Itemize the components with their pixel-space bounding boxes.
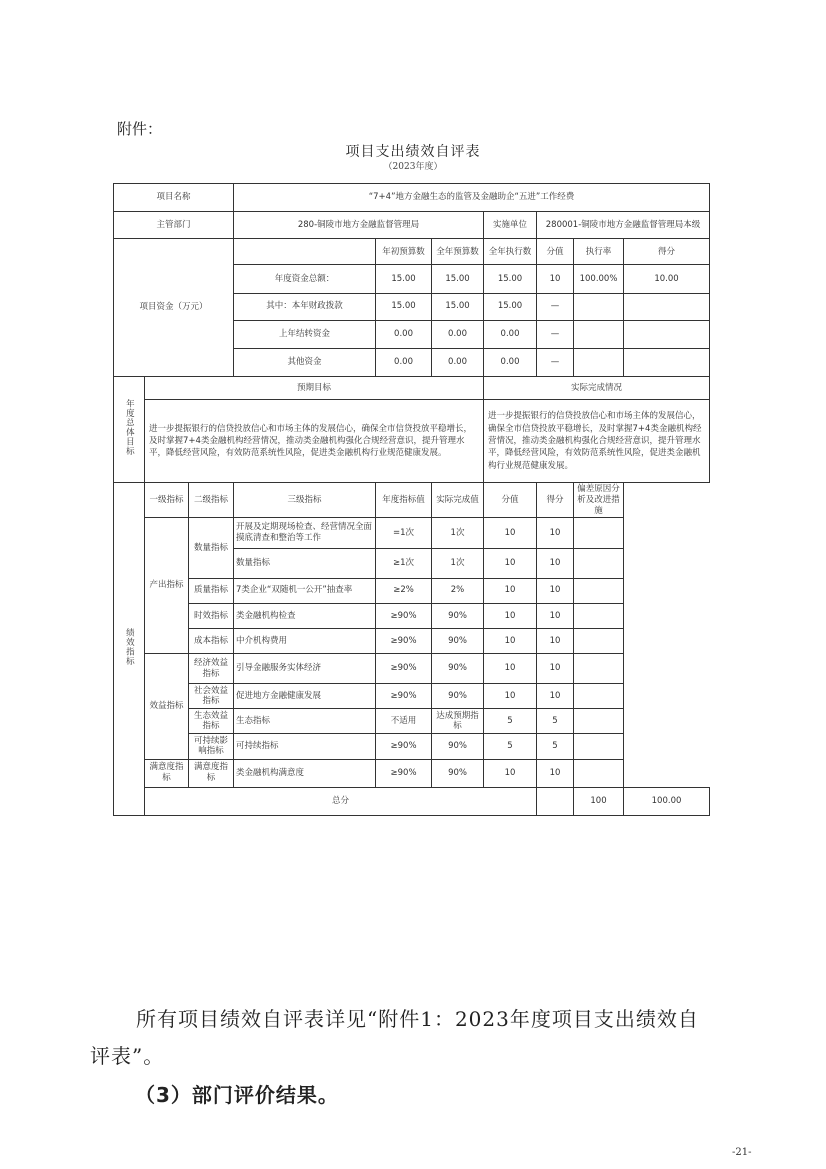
funds-value [624,348,710,376]
funds-value: 15.00 [484,293,537,320]
indicator-row [114,603,710,628]
funds-col-0: 年初预算数 [376,239,432,265]
score-max: 10 [484,518,537,548]
project-name-label: 项目名称 [114,184,234,212]
ind-header: 得分 [537,483,574,518]
ind-header: 实际完成值 [432,483,484,518]
ind-header: 一级指标 [145,483,189,518]
funds-value: 15.00 [376,293,432,320]
level1-benefit: 效益指标 [145,654,189,759]
actual-value: 2% [432,578,484,603]
indicator-row [114,628,710,653]
actual-goal-text: 进一步提振银行的信贷投放信心和市场主体的发展信心，确保全市信贷投放平稳增长，及时掌握7+4类金融机构经营情况，推动类金融机构强化合规经营意识，提升管理水平，降低经营风险，有效防范系统性风险，促进类金融机构行业规范健康发展。 [484,399,710,482]
funds-value [624,293,710,320]
actual-value: 1次 [432,548,484,578]
indicators-label-cell [114,483,145,816]
indicator-row [114,734,710,759]
funds-value: 10 [537,265,574,293]
level3-name: 数量指标 [234,548,376,578]
target-value: 不适用 [376,709,432,734]
score-max: 10 [484,654,537,684]
goals-content-row [114,399,710,482]
indicator-row [114,578,710,603]
total-blank [537,787,574,815]
indicator-row [114,759,710,787]
deviation [574,518,624,548]
dept-value: 280-铜陵市地方金融监督管理局 [234,212,484,239]
deviation [574,709,624,734]
score-max: 5 [484,709,537,734]
target-value: ≥90% [376,654,432,684]
score: 10 [537,548,574,578]
table-title: 项目支出绩效自评表 [345,144,481,160]
level2-sustain: 可持续影响指标 [189,734,234,759]
funds-value [574,348,624,376]
target-value: ≥90% [376,684,432,709]
ind-header: 年度指标值 [376,483,432,518]
funds-value: 15.00 [484,265,537,293]
target-value: ≥1次 [376,548,432,578]
funds-value: 15.00 [432,265,484,293]
level1-output: 产出指标 [145,518,189,654]
table-subtitle: （2023年度） [383,162,443,172]
funds-col-4: 执行率 [574,239,624,265]
impl-value: 280001-铜陵市地方金融监督管理局本级 [537,212,710,239]
dept-label: 主管部门 [114,212,234,239]
indicator-row [114,709,710,734]
indicator-header-row [114,483,710,518]
score: 5 [537,734,574,759]
funds-value: — [537,293,574,320]
row-project-name [114,184,710,212]
level3-name: 可持续指标 [234,734,376,759]
impl-label: 实施单位 [484,212,537,239]
deviation [574,684,624,709]
funds-value: 0.00 [376,348,432,376]
deviation [574,603,624,628]
level1-satisfaction: 满意度指标 [145,759,189,787]
score: 10 [537,628,574,653]
ind-header: 分值 [484,483,537,518]
funds-value: — [537,348,574,376]
actual-value: 90% [432,654,484,684]
total-label: 总分 [145,787,537,815]
level2-timeliness: 时效指标 [189,603,234,628]
actual-value: 达成预期指标 [432,709,484,734]
ind-header: 二级指标 [189,483,234,518]
target-value: ≥90% [376,759,432,787]
score-max: 10 [484,603,537,628]
funds-value: 15.00 [376,265,432,293]
target-value: ≥2% [376,578,432,603]
funds-col-1: 全年预算数 [432,239,484,265]
level2-quality: 质量指标 [189,578,234,603]
actual-value: 90% [432,759,484,787]
target-value: ≥90% [376,734,432,759]
indicator-row [114,518,710,548]
funds-row-label: 年度资金总额： [234,265,376,293]
deviation [574,734,624,759]
goals-header-row [114,376,710,399]
score: 10 [537,578,574,603]
level2-eco: 生态效益指标 [189,709,234,734]
level3-name: 促进地方金融健康发展 [234,684,376,709]
actual-value: 90% [432,684,484,709]
score: 5 [537,709,574,734]
deviation [574,578,624,603]
level2-quantity: 数量指标 [189,518,234,578]
level2-social: 社会效益指标 [189,684,234,709]
level3-name: 类金融机构检查 [234,603,376,628]
funds-value: 0.00 [432,320,484,348]
target-value: ≥90% [376,603,432,628]
actual-value: 90% [432,603,484,628]
funds-row-label: 其中：本年财政拨款 [234,293,376,320]
score-max: 5 [484,734,537,759]
funds-value: 15.00 [432,293,484,320]
funds-value [624,320,710,348]
funds-value: — [537,320,574,348]
score: 10 [537,759,574,787]
goals-label: 年度总体目标 [124,399,135,457]
expected-goal-label: 预期目标 [145,376,484,399]
deviation [574,548,624,578]
score-max: 10 [484,628,537,653]
score: 10 [537,684,574,709]
target-value: ≥90% [376,628,432,653]
score-max: 10 [484,684,537,709]
attachment-label: 附件： [117,120,163,138]
score-max: 10 [484,759,537,787]
indicator-row [114,654,710,684]
funds-value: 0.00 [376,320,432,348]
funds-row-label: 上年结转资金 [234,320,376,348]
funds-blank-cell [234,239,376,265]
goals-label-cell [114,376,145,483]
score: 10 [537,603,574,628]
funds-label: 项目资金（万元） [114,239,234,377]
expected-goal-text: 进一步提振银行的信贷投放信心和市场主体的发展信心，确保全市信贷投放平稳增长，及时掌握7+4类金融机构经营情况，推动类金融机构强化合规经营意识，提升管理水平，降低经营风险，有效防范系统性风险，促进类金融机构行业规范健康发展。 [145,399,484,482]
deviation [574,654,624,684]
row-department [114,212,710,239]
level3-name: 类金融机构满意度 [234,759,376,787]
level3-name: 7类企业“双随机一公开”抽查率 [234,578,376,603]
body-paragraph-2: 评表”。 [90,1044,165,1068]
funds-col-3: 分值 [537,239,574,265]
funds-value: 100.00% [574,265,624,293]
funds-value [574,293,624,320]
level3-name: 开展及定期现场检查、经营情况全面摸底清查和整治等工作 [234,518,376,548]
actual-value: 1次 [432,518,484,548]
ind-header: 偏差原因分析及改进措施 [574,483,624,518]
actual-value: 90% [432,628,484,653]
funds-col-5: 得分 [624,239,710,265]
score: 10 [537,654,574,684]
level3-name: 中介机构费用 [234,628,376,653]
score-max: 10 [484,578,537,603]
actual-goal-label: 实际完成情况 [484,376,710,399]
funds-row-label: 其他资金 [234,348,376,376]
total-row [114,787,710,815]
funds-value: 10.00 [624,265,710,293]
total-score: 100.00 [624,787,710,815]
section-heading: （3）部门评价结果。 [135,1083,339,1107]
body-paragraph-1: 所有项目绩效自评表详见“附件1：2023年度项目支出绩效自 [136,1007,699,1031]
project-name: “7+4”地方金融生态的监管及金融助企“五进”工作经费 [234,184,710,212]
level2-economic: 经济效益指标 [189,654,234,684]
funds-header-row [114,239,710,265]
deviation [574,759,624,787]
score: 10 [537,518,574,548]
page-number: -21- [732,1147,752,1158]
funds-value [574,320,624,348]
deviation [574,628,624,653]
ind-header: 三级指标 [234,483,376,518]
level2-cost: 成本指标 [189,628,234,653]
indicators-label: 绩效指标 [124,628,135,667]
score-max: 10 [484,548,537,578]
funds-col-2: 全年执行数 [484,239,537,265]
funds-value: 0.00 [484,348,537,376]
target-value: =1次 [376,518,432,548]
level2-satisfaction: 满意度指标 [189,759,234,787]
indicator-row [114,684,710,709]
total-score-max: 100 [574,787,624,815]
funds-value: 0.00 [484,320,537,348]
actual-value: 90% [432,734,484,759]
level3-name: 生态指标 [234,709,376,734]
funds-value: 0.00 [432,348,484,376]
level3-name: 引导金融服务实体经济 [234,654,376,684]
evaluation-table [113,183,710,816]
